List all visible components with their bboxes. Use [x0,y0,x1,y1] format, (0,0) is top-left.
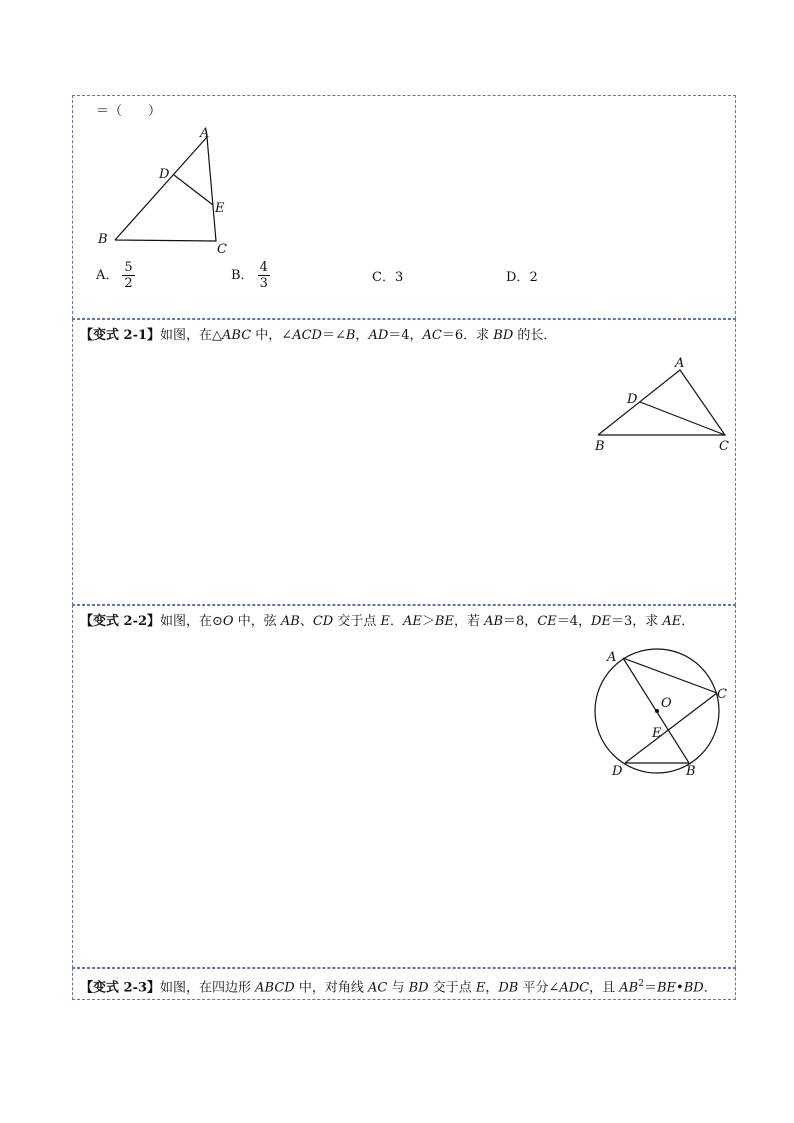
circle-figure [590,645,740,785]
label-A: A [200,126,210,141]
label-E: E [652,726,662,741]
option-a[interactable]: A． $\frac{5}{2}$ [96,260,133,291]
triangle-figure-2 [585,350,735,460]
label-A: A [675,356,685,371]
question-2-1: 【变式 2-1】如图，在△ABC 中，∠ACD＝∠B，AD＝4，AC＝6．求 BD 的长． [80,328,557,343]
label-A: A [607,650,617,665]
label-B: B [98,232,108,247]
label-D: D [159,167,170,182]
question-2-3: 【变式 2-3】如图，在四边形 ABCD 中，对角线 AC 与 BD 交于点 E，DB 平分∠ADC，且 $AB^2=BE•BD$． [80,979,717,996]
label-D: D [627,392,638,407]
label-B: B [686,764,696,779]
label-O: O [661,696,672,711]
label-C: C [717,687,727,702]
label-C: C [217,242,227,257]
option-b[interactable]: B． $\frac{4}{3}$ [231,260,268,291]
question-2-2: 【变式 2-2】如图，在⊙O 中，弦 AB、CD 交于点 E．AE＞BE，若 AB＝8，CE＝4，DE＝3，求 AE． [80,614,695,629]
option-d[interactable]: D．2 [506,270,538,285]
question-stem: ＝（ ） [96,104,162,119]
label-B: B [595,439,605,454]
label-D: D [612,764,623,779]
option-c[interactable]: C．3 [372,270,404,285]
label-C: C [719,439,729,454]
label-E: E [215,201,225,216]
triangle-figure-1 [90,122,240,262]
